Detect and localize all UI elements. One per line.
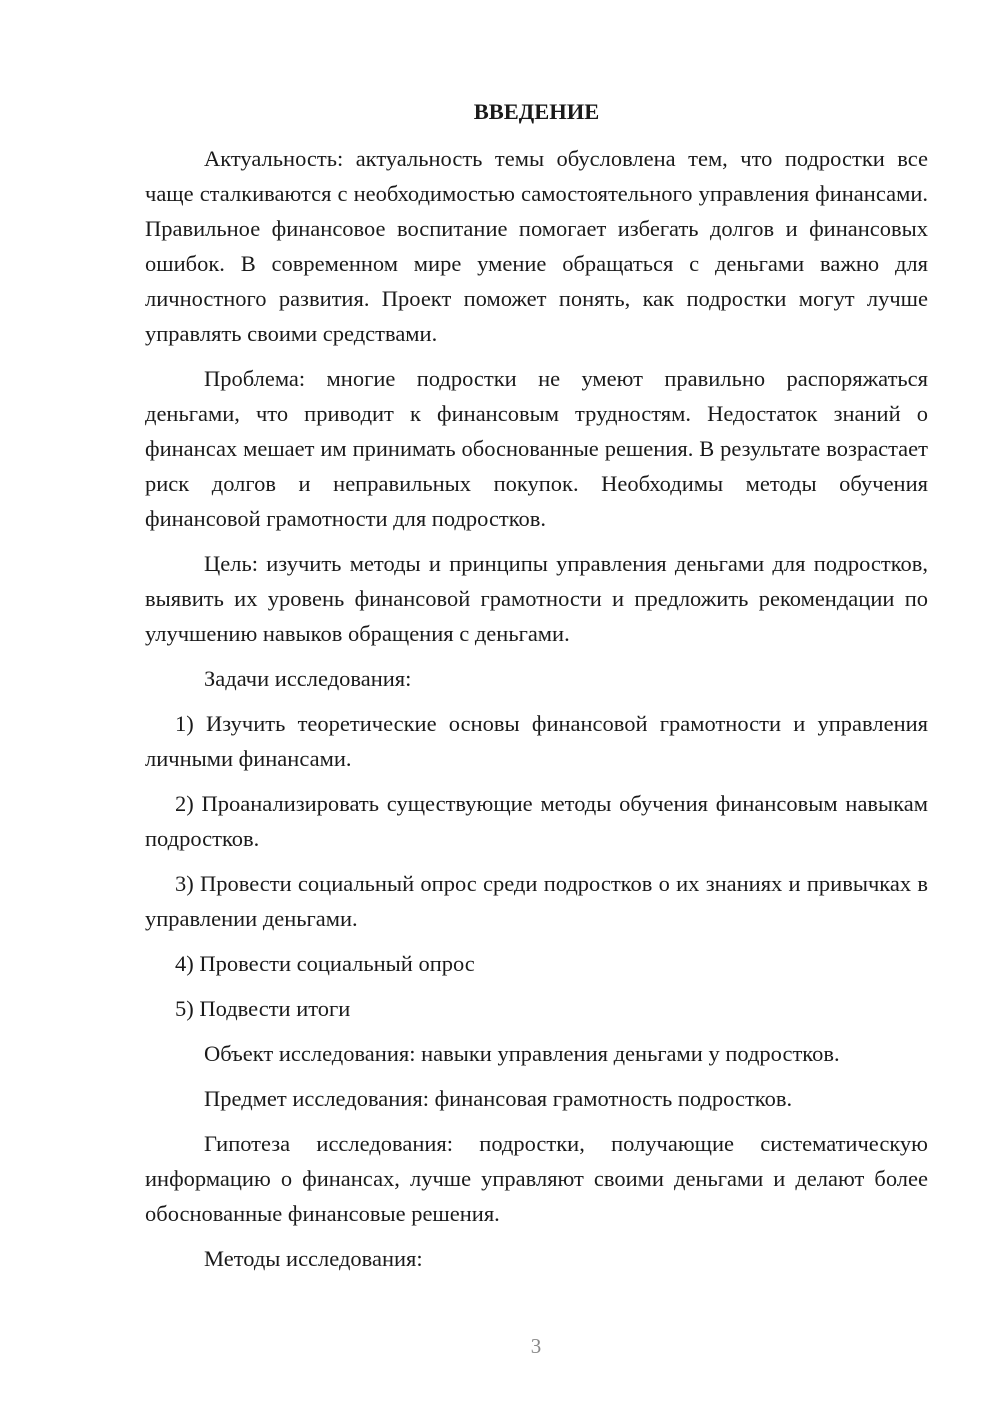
task-item-1: 1) Изучить теоретические основы финансовой грамотности и управления личными финансами. <box>145 711 928 771</box>
page-number: 3 <box>530 1334 542 1358</box>
relevance-paragraph: Актуальность: актуальность темы обусловлена тем, что подростки все чаще сталкиваются с необходимостью самостоятельного управления финансами. Правильное финансовое воспитание помогает избегать долгов и финансовых ошибок. В современном мире умение обращаться с деньгами важно для личностного развития. Проект поможет понять, как подростки могут лучше управлять своими средствами. <box>145 146 928 346</box>
tasks-title: Задачи исследования: <box>204 666 412 691</box>
task-item-3: 3) Провести социальный опрос среди подростков о их знаниях и привычках в управлении деньгами. <box>145 871 928 931</box>
section-heading: ВВЕДЕНИЕ <box>473 99 600 124</box>
task-item-4: 4) Провести социальный опрос <box>175 951 475 976</box>
document-page <box>145 96 928 1286</box>
methods-title: Методы исследования: <box>204 1246 423 1271</box>
goal-paragraph: Цель: изучить методы и принципы управления деньгами для подростков, выявить их уровень финансовой грамотности и предложить рекомендации по улучшению навыков обращения с деньгами. <box>145 551 928 646</box>
subject-paragraph: Предмет исследования: финансовая грамотность подростков. <box>204 1086 793 1111</box>
object-paragraph: Объект исследования: навыки управления деньгами у подростков. <box>204 1041 840 1066</box>
task-item-5: 5) Подвести итоги <box>175 996 351 1021</box>
task-item-2: 2) Проанализировать существующие методы обучения финансовым навыкам подростков. <box>145 791 928 851</box>
hypothesis-paragraph: Гипотеза исследования: подростки, получающие систематическую информацию о финансах, лучше управляют своими деньгами и делают более обоснованные финансовые решения. <box>145 1131 928 1226</box>
problem-paragraph: Проблема: многие подростки не умеют правильно распоряжаться деньгами, что приводит к финансовым трудностям. Недостаток знаний о финансах мешает им принимать обоснованные решения. В результате возрастает риск долгов и неправильных покупок. Необходимы методы обучения финансовой грамотности для подростков. <box>145 366 928 531</box>
